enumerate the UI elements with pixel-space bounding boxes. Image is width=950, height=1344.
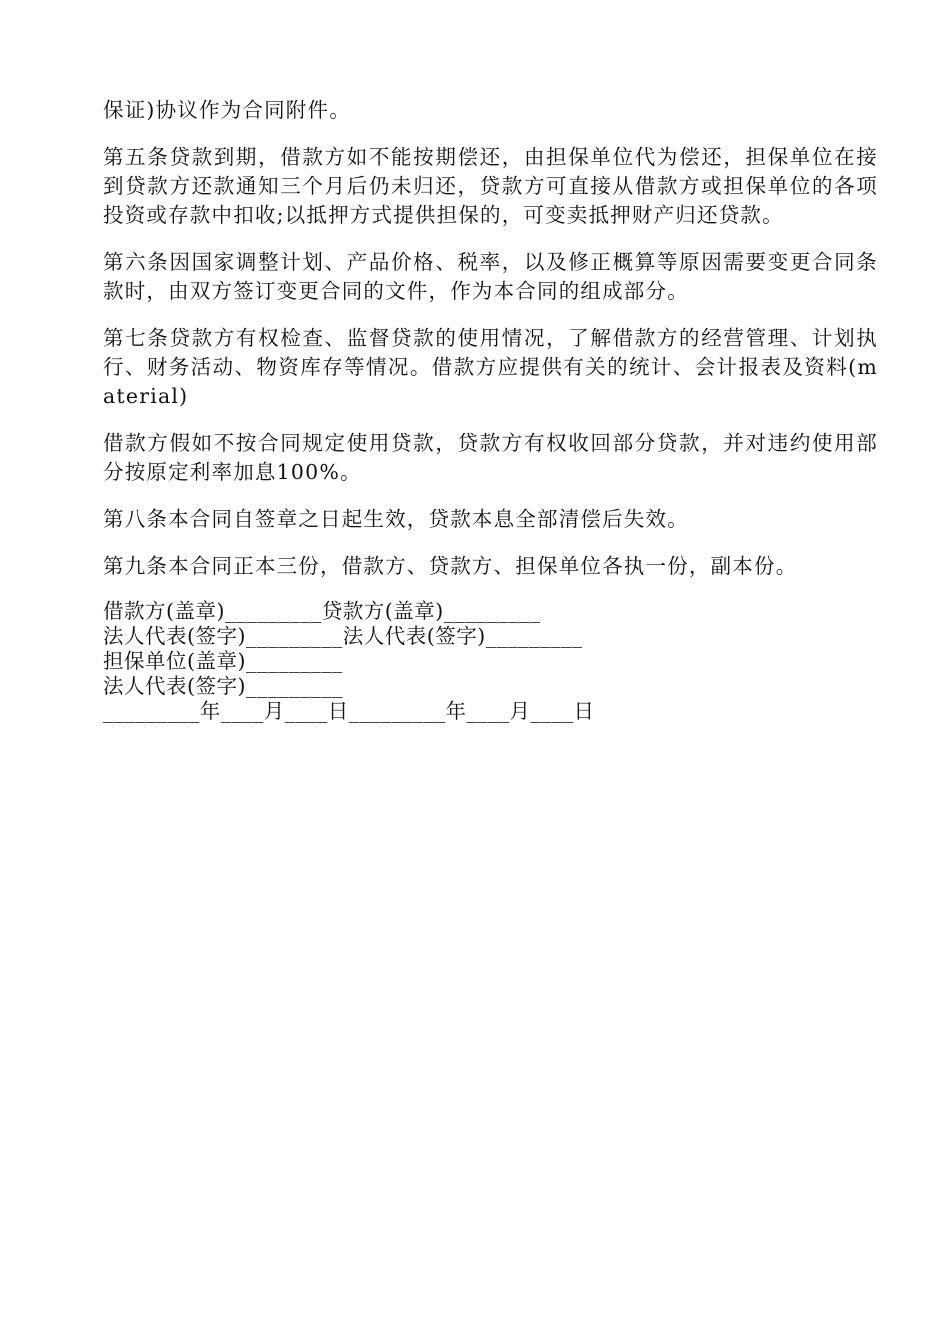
paragraph-misuse-penalty: 借款方假如不按合同规定使用贷款，贷款方有权收回部分贷款，并对违约使用部分按原定利率加息100%。 bbox=[103, 431, 878, 484]
signature-line-guarantor: 担保单位(盖章)_________ bbox=[103, 649, 343, 673]
signature-line-dates: _________年____月____日_________年____月____日 bbox=[103, 699, 595, 723]
document-page bbox=[103, 96, 878, 724]
signature-line-guarantor-rep: 法人代表(签字)_________ bbox=[103, 674, 343, 698]
signature-block bbox=[103, 599, 878, 724]
signature-line-borrower-lender: 借款方(盖章)_________贷款方(盖章)_________ bbox=[103, 599, 541, 623]
paragraph-attachment-clause: 保证)协议作为合同附件。 bbox=[103, 98, 351, 122]
paragraph-article-9: 第九条本合同正本三份，借款方、贷款方、担保单位各执一份，副本份。 bbox=[103, 554, 798, 578]
paragraph-article-5: 第五条贷款到期，借款方如不能按期偿还，由担保单位代为偿还，担保单位在接到贷款方还款通知三个月后仍未归还，贷款方可直接从借款方或担保单位的各项投资或存款中扣收;以抵押方式提供担保的，可变卖抵押财产归还贷款。 bbox=[103, 145, 878, 227]
paragraph-article-6: 第六条因国家调整计划、产品价格、税率，以及修正概算等原因需要变更合同条款时，由双方签订变更合同的文件，作为本合同的组成部分。 bbox=[103, 250, 878, 303]
signature-line-legal-reps: 法人代表(签字)_________法人代表(签字)_________ bbox=[103, 624, 583, 648]
paragraph-article-8: 第八条本合同自签章之日起生效，贷款本息全部清偿后失效。 bbox=[103, 507, 689, 531]
paragraph-article-7: 第七条贷款方有权检查、监督贷款的使用情况，了解借款方的经营管理、计划执行、财务活动、物资库存等情况。借款方应提供有关的统计、会计报表及资料(material) bbox=[103, 326, 878, 408]
